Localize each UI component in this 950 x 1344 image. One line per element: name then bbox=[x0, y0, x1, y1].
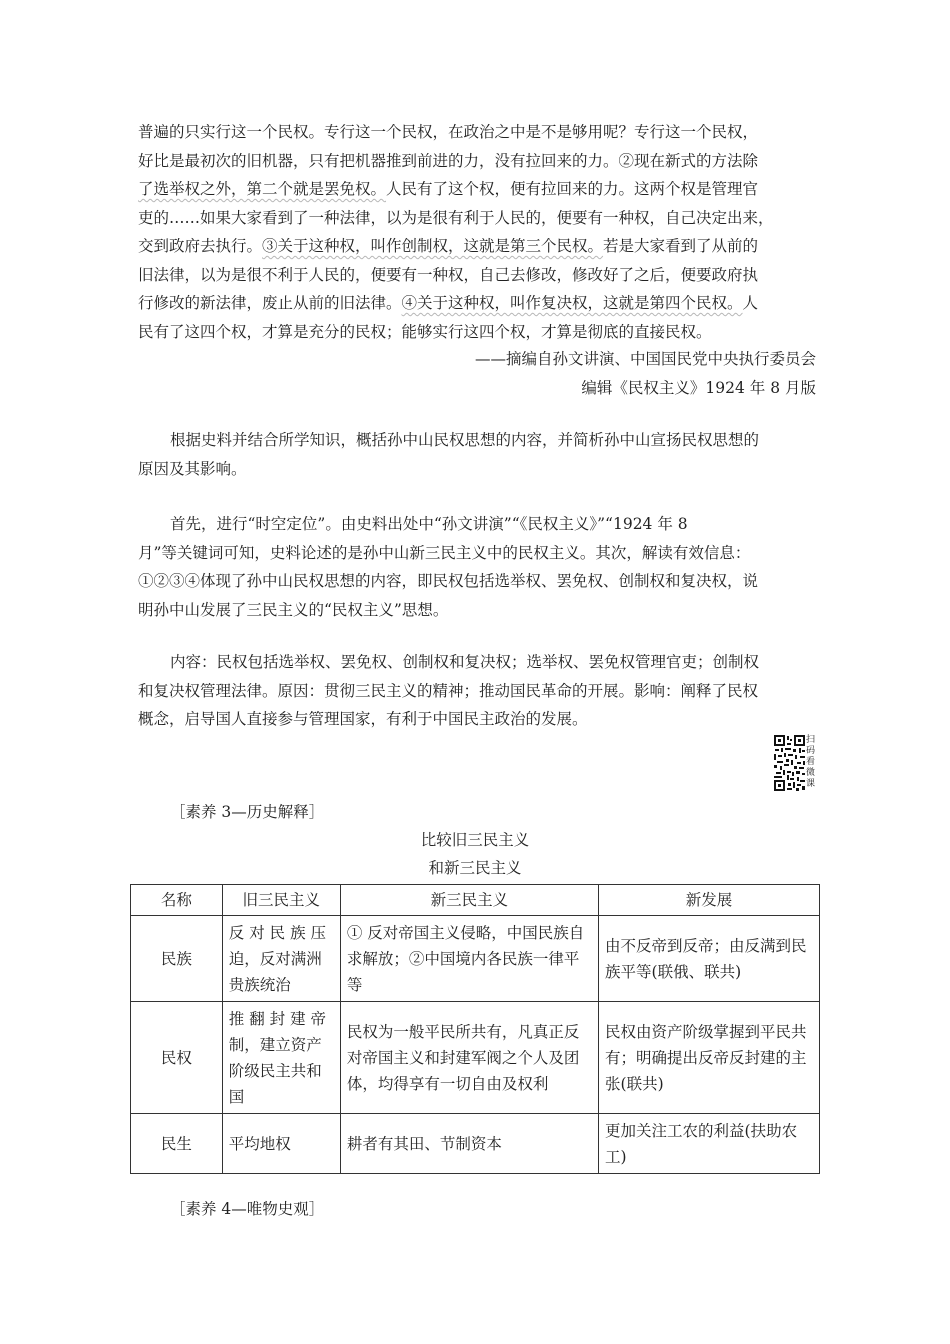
analysis-line: 首先，进行“时空定位”。由史料出处中“孙文讲演”“《民权主义》”“1924 年 8 bbox=[170, 515, 688, 533]
answer-line: 内容：民权包括选举权、罢免权、创制权和复决权；选举权、罢免权管理官吏；创制权 bbox=[170, 653, 760, 671]
table-row bbox=[131, 1114, 820, 1174]
table-title-line: 比较旧三民主义 bbox=[420, 831, 530, 849]
table-cell: ① 反对帝国主义侵略，中国民族自求解放；②中国境内各民族一律平等 bbox=[340, 916, 598, 1002]
source-line bbox=[138, 289, 818, 318]
qr-caption bbox=[806, 735, 817, 790]
table-header-cell: 旧三民主义 bbox=[222, 885, 340, 916]
source-line bbox=[138, 232, 818, 261]
answer-text bbox=[138, 648, 818, 734]
question-line: 根据史料并结合所学知识，概括孙中山民权思想的内容，并简析孙中山宣扬民权思想的 bbox=[170, 431, 760, 449]
source-line: 旧法律，以为是很不利于人民的，便要有一种权，自己去修改，修改好了之后，便要政府执 bbox=[138, 265, 759, 284]
source-line bbox=[138, 175, 818, 204]
source-line: 吏的……如果大家看到了一种法律，以为是很有利于人民的，便要有一种权，自己决定出来， bbox=[138, 208, 774, 227]
source-span: 人 bbox=[742, 294, 759, 312]
citation-line: ——摘编自孙文讲演、中国国民党中央执行委员会 bbox=[474, 350, 816, 368]
source-span: 交到政府去执行。 bbox=[138, 237, 263, 255]
question-line: 原因及其影响。 bbox=[138, 459, 247, 478]
source-span: 行修改的新法律，废止从前的旧法律。 bbox=[138, 294, 402, 312]
answer-line: 概念，启导国人直接参与管理国家，有利于中国民主政治的发展。 bbox=[138, 710, 588, 728]
qr-caption-char: 码 bbox=[806, 746, 816, 756]
table-cell: 更加关注工农的利益(扶助农工) bbox=[599, 1114, 820, 1174]
source-line: 民有了这四个权，才算是充分的民权；能够实行这四个权，才算是彻底的直接民权。 bbox=[138, 322, 712, 341]
citation-line: 编辑《民权主义》1924 年 8 月版 bbox=[581, 378, 816, 397]
qr-caption-char: 课 bbox=[806, 779, 816, 789]
question-text bbox=[138, 426, 818, 483]
table-cell: 反 对 民 族 压迫，反对满洲贵族统治 bbox=[222, 916, 340, 1002]
comparison-table bbox=[130, 884, 820, 1174]
answer-line: 和复决权管理法律。原因：贯彻三民主义的精神；推动国民革命的开展。影响：阐释了民权 bbox=[138, 681, 759, 700]
table-cell: 推 翻 封 建 帝制，建立资产阶级民主共和国 bbox=[222, 1002, 340, 1114]
table-cell: 耕者有其田、节制资本 bbox=[340, 1114, 598, 1174]
qr-code-icon[interactable] bbox=[773, 734, 827, 792]
highlight-span: ③关于这种权，叫作创制权，这就是第三个民权。 bbox=[262, 237, 604, 255]
highlight-span: 了选举权之外，第二个就是罢免权。 bbox=[138, 180, 387, 198]
table-header-cell: 名称 bbox=[131, 885, 223, 916]
source-line: 普遍的只实行这一个民权。专行这一个民权，在政治之中是不是够用呢？专行这一个民权， bbox=[138, 123, 759, 141]
table-header-row bbox=[131, 885, 820, 916]
table-title-line: 和新三民主义 bbox=[428, 859, 522, 877]
citation bbox=[475, 345, 816, 402]
table-cell: 平均地权 bbox=[222, 1114, 340, 1174]
section-label: ［素养 3—历史解释］ bbox=[170, 803, 325, 821]
source-line: 好比是最初次的旧机器，只有把机器推到前进的力，没有拉回来的力。②现在新式的方法除 bbox=[138, 151, 759, 170]
analysis-line: ①②③④体现了孙中山民权思想的内容，即民权包括选举权、罢免权、创制权和复决权，说 bbox=[138, 572, 759, 590]
highlight-span: ④关于这种权，叫作复决权，这就是第四个民权。 bbox=[401, 294, 743, 312]
source-span: 若是大家看到了从前的 bbox=[603, 237, 759, 255]
table-row bbox=[131, 916, 820, 1002]
qr-caption-char: 看 bbox=[806, 757, 816, 767]
qr-caption-char: 扫 bbox=[806, 735, 816, 745]
table-header-cell: 新发展 bbox=[599, 885, 820, 916]
table-header-cell: 新三民主义 bbox=[340, 885, 598, 916]
table-cell: 民族 bbox=[131, 916, 223, 1002]
table-cell: 民权为一般平民所共有，凡真正反对帝国主义和封建军阀之个人及团体，均得享有一切自由及权利 bbox=[340, 1002, 598, 1114]
analysis-line: 月”等关键词可知，史料论述的是孙中山新三民主义中的民权主义。其次，解读有效信息： bbox=[138, 543, 751, 562]
table-cell: 由不反帝到反帝；由反满到民族平等(联俄、联共) bbox=[599, 916, 820, 1002]
table-cell: 民权由资产阶级掌握到平民共有；明确提出反帝反封建的主张(联共) bbox=[599, 1002, 820, 1114]
table-row bbox=[131, 1002, 820, 1114]
table-cell: 民生 bbox=[131, 1114, 223, 1174]
qr-caption-char: 微 bbox=[806, 768, 816, 778]
source-span: 人民有了这个权，便有拉回来的力。这两个权是管理官 bbox=[386, 180, 759, 198]
analysis-line: 明孙中山发展了三民主义的“民权主义”思想。 bbox=[138, 600, 449, 619]
source-excerpt bbox=[138, 118, 818, 346]
analysis-text bbox=[138, 510, 818, 624]
table-cell: 民权 bbox=[131, 1002, 223, 1114]
section-label: ［素养 4—唯物史观］ bbox=[170, 1200, 325, 1218]
